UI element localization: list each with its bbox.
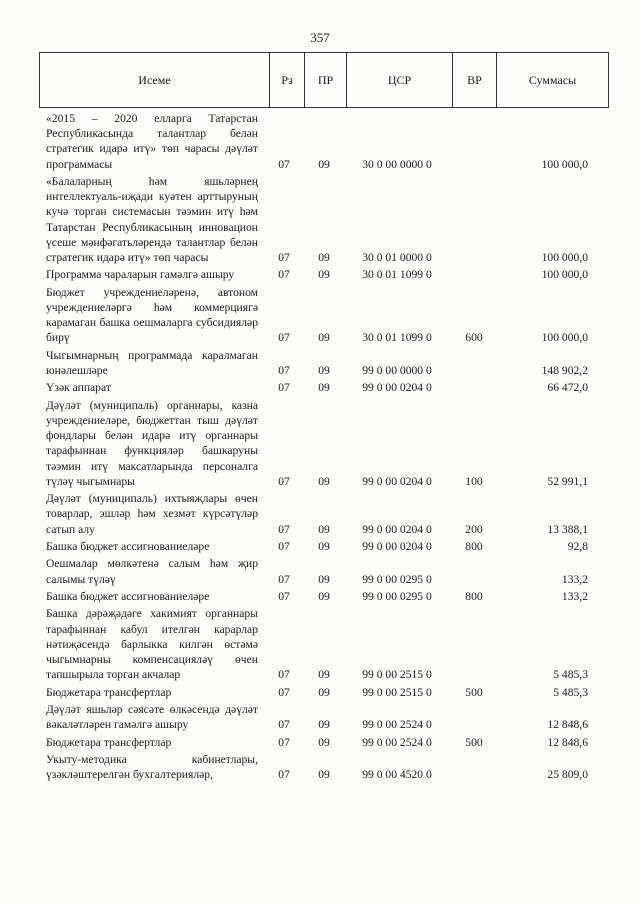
cell-pr: 09	[318, 381, 330, 395]
cell-pr: 09	[318, 735, 330, 749]
cell-rz: 07	[278, 268, 290, 282]
cell-csr: 99 0 00 2515 0	[362, 685, 432, 699]
cell-csr: 99 0 00 2524 0	[362, 735, 432, 749]
table-row	[46, 398, 588, 489]
table-row	[46, 752, 588, 782]
cell-csr: 99 0 00 0295 0	[362, 572, 432, 586]
cell-pr: 09	[318, 589, 330, 603]
cell-vr: 800	[465, 589, 483, 603]
cell-sum: 100 000,0	[541, 157, 588, 171]
cell-csr: 99 0 00 0204 0	[362, 474, 432, 488]
cell-pr: 09	[318, 251, 330, 265]
cell-csr: 99 0 00 4520 0	[362, 768, 432, 782]
cell-csr: 99 0 00 0000 0	[362, 364, 432, 377]
cell-csr: 30 0 01 1099 0	[362, 268, 432, 282]
cell-name: Бюджетара трансфертлар	[46, 685, 172, 699]
cell-sum: 66 472,0	[547, 381, 588, 395]
cell-pr: 09	[318, 668, 330, 682]
header-sum: Суммасы	[528, 72, 577, 87]
table-row	[46, 589, 588, 604]
table-row	[46, 380, 588, 395]
cell-csr: 30 0 00 0000 0	[362, 157, 432, 171]
cell-name: Үзәк аппарат	[46, 381, 111, 395]
table-body	[46, 111, 588, 785]
cell-sum: 92,8	[567, 539, 588, 553]
cell-vr: 800	[465, 539, 483, 553]
cell-sum: 12 848,6	[547, 735, 588, 749]
table-row	[46, 735, 588, 750]
header-pr: ПР	[305, 53, 347, 107]
cell-rz: 07	[278, 522, 290, 536]
cell-pr: 09	[318, 522, 330, 536]
cell-sum: 25 809,0	[547, 768, 588, 782]
cell-name: Бюджетара трансфертлар	[46, 735, 172, 749]
cell-rz: 07	[278, 381, 290, 395]
cell-rz: 07	[278, 589, 290, 603]
cell-csr: 99 0 00 0204 0	[362, 539, 432, 553]
cell-csr: 30 0 01 1099 0	[362, 331, 432, 345]
cell-name: Укыту-методика кабинетлары, үзәкләштерелгән бухгалтерияләр,	[46, 752, 258, 782]
table-row	[46, 348, 588, 378]
cell-vr: 100	[465, 474, 483, 488]
cell-vr: 500	[465, 685, 483, 699]
cell-csr: 99 0 00 0204 0	[362, 522, 432, 536]
cell-pr: 09	[318, 331, 330, 345]
cell-name: Башка бюджет ассигнованиеләре	[46, 589, 210, 603]
cell-pr: 09	[318, 157, 330, 171]
cell-rz: 07	[278, 157, 290, 171]
cell-pr: 09	[318, 572, 330, 586]
cell-rz: 07	[278, 364, 290, 377]
table-row	[46, 285, 588, 346]
cell-csr: 99 0 00 2524 0	[362, 718, 432, 732]
cell-pr: 09	[318, 268, 330, 282]
cell-rz: 07	[278, 331, 290, 345]
cell-sum: 52 991,1	[547, 474, 588, 488]
header-vr: ВР	[453, 53, 497, 107]
cell-sum: 5 485,3	[553, 668, 588, 682]
cell-name: Чыгымнарның программада каралмаган юнәлешләре	[46, 348, 258, 377]
cell-rz: 07	[278, 768, 290, 782]
table-row	[46, 606, 588, 682]
cell-sum: 100 000,0	[541, 331, 588, 345]
header-name: Исеме	[40, 53, 270, 107]
table-row	[46, 556, 588, 586]
cell-csr: 99 0 00 0295 0	[362, 589, 432, 603]
table-row	[46, 702, 588, 732]
cell-vr: 500	[465, 735, 483, 749]
cell-csr: 30 0 01 0000 0	[362, 251, 432, 265]
cell-name: Оешмалар мөлкәтенә салым һәм җир салымы түләү	[46, 557, 258, 586]
cell-rz: 07	[278, 735, 290, 749]
cell-sum: 133,2	[561, 572, 588, 586]
cell-name: Башка дәрәҗәдәге хакимият органнары тарафыннан кабул ителгән карарлар нәтиҗәсендә барлыкка килгән өстәмә чыгымнарны компенсацияләү өчен тапшырыла торган акчалар	[46, 607, 258, 682]
cell-name: Программа чараларын гамәлгә ашыру	[46, 268, 235, 282]
cell-sum: 100 000,0	[541, 251, 588, 265]
cell-name: «Балаларның һәм яшьләрнең интеллектуаль-иҗади куәтен арттыруның кучә торган системасын тәэмин итү һәм Татарстан Республикасының инновацион үсеше мәнфәгатьләрендә талантлар белән стратегик идарә итү» төп чарасы	[46, 175, 258, 265]
cell-pr: 09	[318, 685, 330, 699]
cell-rz: 07	[278, 474, 290, 488]
page-number: 357	[310, 30, 330, 45]
cell-sum: 13 388,1	[547, 522, 588, 536]
cell-rz: 07	[278, 539, 290, 553]
table-row	[46, 491, 588, 537]
cell-name: Дәүләт (муниципаль) органнары, казна учреждениеләре, бюджеттан тыш дәүләт фондлары белән идарә итү органнары тарафыннан функцияләр башкаруны тәэмин итү максатларында персоналга түләү чыгымнары	[46, 398, 258, 488]
cell-pr: 09	[318, 718, 330, 732]
table-row	[46, 111, 588, 172]
table-row	[46, 539, 588, 554]
cell-sum: 5 485,3	[553, 685, 588, 699]
cell-csr: 99 0 00 2515 0	[362, 668, 432, 682]
header-rz: Рз	[270, 53, 305, 107]
cell-sum: 148 902,2	[541, 364, 588, 377]
cell-pr: 09	[318, 364, 330, 377]
table-row	[46, 174, 588, 265]
cell-rz: 07	[278, 251, 290, 265]
cell-name: «2015 – 2020 елларга Татарстан Республикасында талантлар белән стратегик идарә итү» төп чарасы дәүләт программасы	[46, 112, 258, 171]
cell-vr: 600	[465, 331, 483, 345]
cell-name: Дәүләт яшьләр сәясәте өлкәсендә дәүләт вәкаләтләрен гамәлгә ашыру	[46, 702, 258, 732]
table-row	[46, 267, 588, 282]
cell-csr: 99 0 00 0204 0	[362, 381, 432, 395]
cell-rz: 07	[278, 718, 290, 732]
cell-rz: 07	[278, 685, 290, 699]
cell-sum: 133,2	[561, 589, 588, 603]
cell-name: Дәүләт (муниципаль) ихтыяҗлары өчен товарлар, эшләр һәм хезмәт күрсәтүләр сатып алу	[46, 492, 258, 536]
cell-sum: 12 848,6	[547, 718, 588, 732]
cell-pr: 09	[318, 539, 330, 553]
cell-vr: 200	[465, 522, 483, 536]
cell-sum: 100 000,0	[541, 268, 588, 282]
cell-name: Башка бюджет ассигнованиеләре	[46, 539, 210, 553]
table-row	[46, 685, 588, 700]
cell-name: Бюджет учреждениеләренә, автоном учреждениеләргә һәм коммерциягә карамаган башка оешмаларга субсидияләр бирү	[46, 285, 258, 345]
table-header	[39, 52, 609, 108]
cell-rz: 07	[278, 572, 290, 586]
cell-pr: 09	[318, 474, 330, 488]
header-csr: ЦСР	[347, 53, 453, 107]
cell-pr: 09	[318, 768, 330, 782]
cell-rz: 07	[278, 668, 290, 682]
